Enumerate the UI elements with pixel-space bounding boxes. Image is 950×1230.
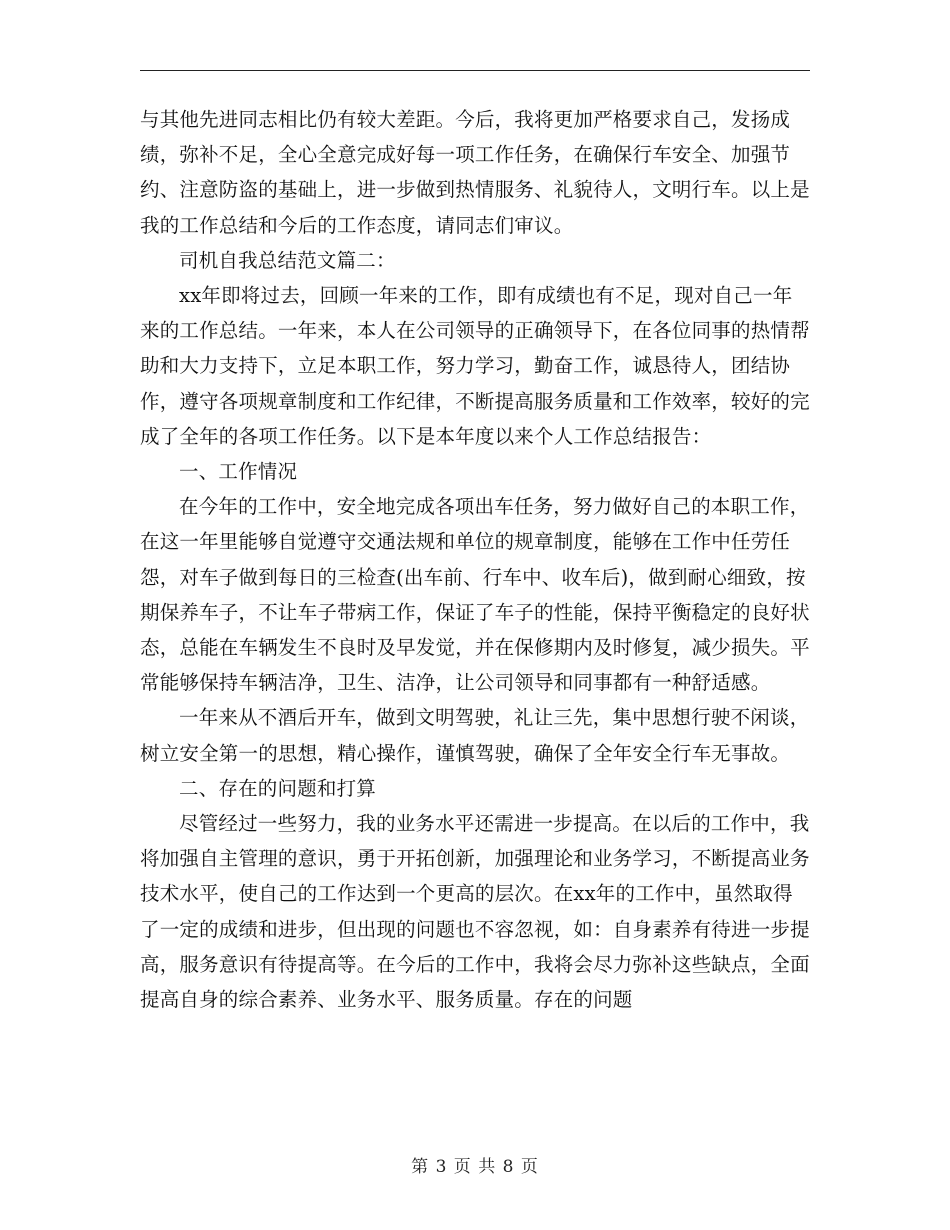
- footer-prefix: 第: [411, 1157, 430, 1177]
- paragraph: 尽管经过一些努力，我的业务水平还需进一步提高。在以后的工作中，我将加强自主管理的意识，勇于开拓创新，加强理论和业务学习，不断提高业务技术水平，使自己的工作达到一个更高的层次。在xx年的工作中，虽然取得了一定的成绩和进步，但出现的问题也不容忽视，如：自身素养有待进一步提高，服务意识有待提高等。在今后的工作中，我将会尽力弥补这些缺点，全面提高自身的综合素养、业务水平、服务质量。存在的问题: [140, 812, 810, 1012]
- footer-middle: 页 共: [453, 1157, 497, 1177]
- paragraph: 一年来从不酒后开车，做到文明驾驶，礼让三先，集中思想行驶不闲谈，树立安全第一的思想，精心操作，谨慎驾驶，确保了全年安全行车无事故。: [140, 706, 810, 765]
- footer-current-page: 3: [435, 1157, 448, 1177]
- section-heading: 二、存在的问题和打算: [179, 776, 377, 800]
- section-heading: 一、工作情况: [179, 460, 298, 484]
- section-title: 司机自我总结范文篇二：: [179, 248, 396, 272]
- footer-suffix: 页: [520, 1157, 539, 1177]
- paragraph: 与其他先进同志相比仍有较大差距。今后，我将更加严格要求自己，发扬成绩，弥补不足，全心全意完成好每一项工作任务，在确保行车安全、加强节约、注意防盗的基础上，进一步做到热情服务、礼貌待人，文明行车。以上是我的工作总结和今后的工作态度，请同志们审议。: [140, 108, 810, 237]
- paragraph: xx年即将过去，回顾一年来的工作，即有成绩也有不足，现对自己一年来的工作总结。一年来，本人在公司领导的正确领导下，在各位同事的热情帮助和大力支持下，立足本职工作，努力学习，勤奋工作，诚恳待人，团结协作，遵守各项规章制度和工作纪律，不断提高服务质量和工作效率，较好的完成了全年的各项工作任务。以下是本年度以来个人工作总结报告：: [140, 284, 810, 448]
- paragraph: 在今年的工作中，安全地完成各项出车任务，努力做好自己的本职工作，在这一年里能够自觉遵守交通法规和单位的规章制度，能够在工作中任劳任怨，对车子做到每日的三检查(出车前、行车中、收车后)，做到耐心细致，按期保养车子，不让车子带病工作，保证了车子的性能，保持平衡稳定的良好状态，总能在车辆发生不良时及早发觉，并在保修期内及时修复，减少损失。平常能够保持车辆洁净，卫生、洁净，让公司领导和同事都有一种舒适感。: [140, 495, 810, 695]
- page-footer: [0, 1152, 950, 1177]
- footer-total-pages: 8: [502, 1157, 515, 1177]
- header-divider: [140, 70, 810, 71]
- document-body: [140, 102, 810, 1017]
